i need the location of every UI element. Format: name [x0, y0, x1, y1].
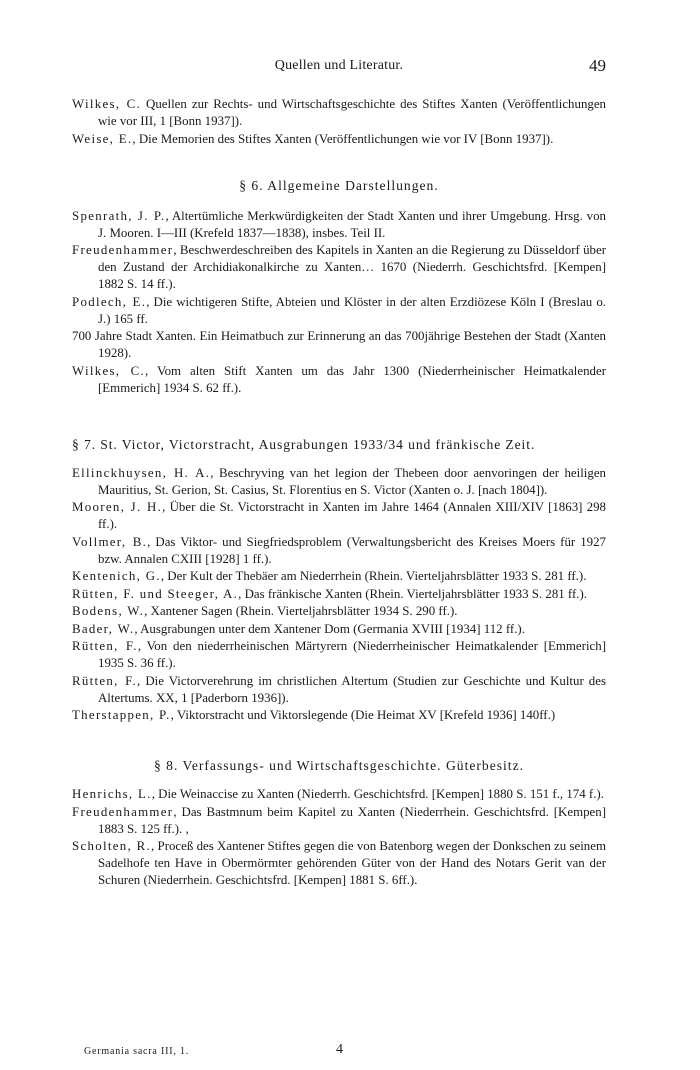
entry-text: , Die Memorien des Stiftes Xanten (Veröffentlichungen wie vor IV [Bonn 1937]).	[132, 131, 554, 146]
section-heading: § 8. Verfassungs- und Wirtschaftsgeschichte. Güterbesitz.	[153, 758, 525, 773]
bibliography-entry	[72, 499, 606, 533]
entry-author: Podlech, E.	[72, 294, 147, 309]
entry-author: Scholten, R.	[72, 839, 152, 853]
entry-text: , Vom alten Stift Xanten um das Jahr 1300 (Niederrheinischer Heimatkalender [Emmerich] 1934 S. 62 ff.).	[98, 363, 606, 395]
bibliography-entry	[72, 328, 606, 362]
entry-text: 700 Jahre Stadt Xanten. Ein Heimatbuch zur Erinnerung an das 700jährige Bestehen der Stadt (Xanten 1928).	[72, 329, 606, 360]
entry-text: , Über die St. Victorstracht in Xanten im Jahre 1464 (Annalen XIII/XIV [1863] 298 ff.).	[98, 500, 606, 531]
section-heading: § 6. Allgemeine Darstellungen.	[239, 177, 439, 193]
entry-text: , Altertümliche Merkwürdigkeiten der Stadt Xanten und ihrer Umgebung. Hrsg. von J. Mooren. I—III (Krefeld 1837—1838), insbes. Teil II.	[98, 208, 606, 240]
entry-text: , Die wichtigeren Stifte, Abteien und Klöster in der alten Erzdiözese Köln I (Breslau o. J.) 165 ff.	[98, 294, 606, 326]
entry-text: Quellen zur Rechts- und Wirtschaftsgeschichte des Stiftes Xanten (Veröffentlichungen wie vor III, 1 [Bonn 1937]).	[98, 97, 607, 128]
entry-text: , Die Weinaccise zu Xanten (Niederrh. Geschichtsfrd. [Kempen] 1880 S. 151 f., 174 f.).	[151, 787, 604, 801]
bibliography-entry	[72, 707, 606, 724]
entry-author: Spenrath, J. P.	[72, 208, 166, 223]
entry-author: Freudenhammer	[72, 243, 174, 257]
entry-text: , Beschwerdeschreiben des Kapitels in Xanten an die Regierung zu Düsseldorf über den Zustand der Archidiakonalkirche zu Xanten… 1670 (Niederrh. Geschichtsfrd. [Kempen] 1882 S. 14 ff.).	[98, 243, 606, 291]
running-title: Quellen und Literatur.	[274, 58, 404, 73]
entry-text: , Das Bastmnum beim Kapitel zu Xanten (Niederrhein. Geschichtsfrd. [Kempen] 1883 S. 125 ff.). ,	[98, 804, 606, 836]
bibliography-entry	[72, 363, 606, 397]
entry-text: , Das Viktor- und Siegfriedsproblem (Verwaltungsbericht des Kreises Moers für 1927 bzw. Annalen CXIII [1928] 1 ff.).	[98, 534, 606, 566]
page-number: 49	[589, 56, 606, 75]
bibliography-entry	[72, 465, 606, 499]
bibliography-entry	[72, 603, 606, 620]
signature-mark: 4	[336, 1042, 343, 1057]
bibliography-entry	[72, 568, 606, 585]
entry-author: Rütten, F.	[72, 639, 138, 653]
bibliography-entry	[72, 131, 606, 148]
entry-author: Mooren, J. H.	[72, 500, 163, 514]
entry-author: Rütten, F. und Steeger, A.	[72, 586, 239, 601]
entry-text: , Proceß des Xantener Stiftes gegen die von Batenborg wegen der Donkschen zu seinem Sadelhofe ten Have in Obermörmter gehörenden Güter von der Hand des Notars Gerit van der Schuren (Niederrhein. Geschichtsfrd. [Kempen] 1881 S. 6ff.).	[98, 839, 606, 887]
running-head	[72, 58, 606, 78]
page-footer	[72, 1042, 606, 1064]
entry-author: Bader, W.	[72, 621, 135, 636]
footer-series: Germania sacra III, 1.	[84, 1046, 190, 1057]
entry-text: , Beschryving van het legion der Thebeen door aenvoringen der heiligen Mauritius, St. Gerion, St. Casius, St. Florentius en S. Victor (Xanten o. J. [nach 1804]).	[98, 465, 606, 497]
entry-author: Vollmer, B.	[72, 534, 148, 549]
entry-text: , Von den niederrheinischen Märtyrern (Niederrheinischer Heimatkalender [Emmerich] 1935 S. 36 ff.).	[98, 639, 606, 670]
entry-author: Kentenich, G.	[72, 569, 161, 583]
entry-author: Wilkes, C.	[72, 363, 145, 378]
entry-text: , Der Kult der Thebäer am Niederrhein (Rhein. Vierteljahrsblätter 1933 S. 281 ff.).	[160, 569, 587, 583]
bibliography-entry	[72, 96, 606, 130]
entry-text: , Ausgrabungen unter dem Xantener Dom (Germania XVIII [1934] 112 ff.).	[134, 621, 525, 636]
entry-author: Henrichs, L.	[72, 787, 152, 801]
bibliography-entry	[72, 838, 606, 889]
bibliography-body	[72, 96, 606, 890]
entry-author: Therstappen, P.	[72, 708, 171, 722]
bibliography-entry	[72, 804, 606, 838]
bibliography-entry	[72, 786, 606, 803]
entry-author: Ellinckhuysen, H. A.	[72, 465, 211, 480]
entry-text: , Das fränkische Xanten (Rhein. Vierteljahrsblätter 1933 S. 281 ff.).	[238, 586, 588, 601]
bibliography-entry	[72, 621, 606, 638]
entry-text: , Xantener Sagen (Rhein. Vierteljahrsblätter 1934 S. 290 ff.).	[144, 604, 458, 618]
bibliography-entry	[72, 208, 606, 242]
entry-text: , Die Victorverehrung im christlichen Altertum (Studien zur Geschichte und Kultur des Altertums. XX, 1 [Paderborn 1936]).	[98, 673, 606, 705]
entry-author: Rütten, F.	[72, 673, 138, 688]
entry-author: Freudenhammer	[72, 804, 174, 819]
bibliography-entry	[72, 638, 606, 672]
section-heading: § 7. St. Victor, Victorstracht, Ausgrabungen 1933/34 und fränkische Zeit.	[72, 436, 536, 452]
entry-author: Wilkes, C.	[72, 97, 142, 111]
entry-author: Weise, E.	[72, 131, 133, 146]
entry-text: , Viktorstracht und Viktorslegende (Die Heimat XV [Krefeld 1936] 140ff.)	[170, 708, 556, 722]
bibliography-entry	[72, 294, 606, 328]
bibliography-entry	[72, 586, 606, 603]
entry-author: Bodens, W.	[72, 604, 145, 618]
bibliography-entry	[72, 242, 606, 293]
bibliography-entry	[72, 534, 606, 568]
bibliography-entry	[72, 673, 606, 707]
